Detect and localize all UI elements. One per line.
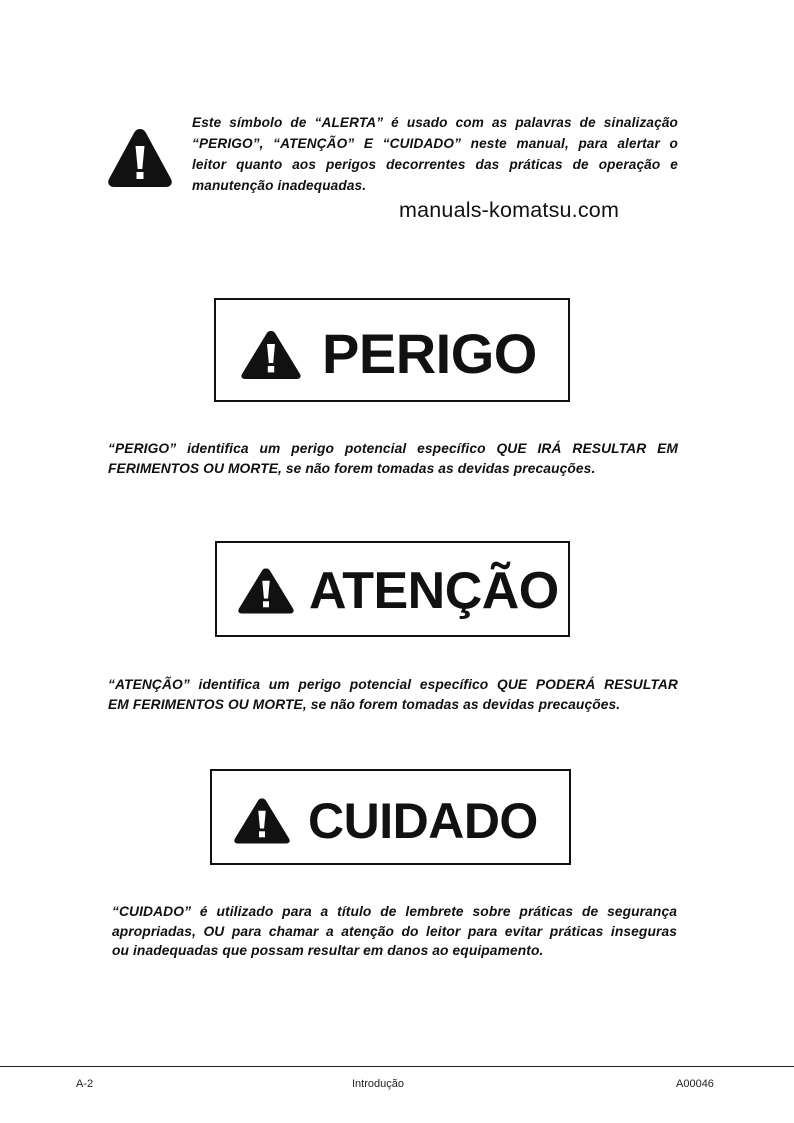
alert-triangle-icon [106,127,174,189]
atencao-description [108,675,678,714]
atencao-signal-word: ATENÇÃO [309,562,559,620]
atencao-signal-box [215,541,570,637]
document-code: A00046 [676,1078,714,1090]
cuidado-signal-box [210,769,571,865]
perigo-description [108,439,678,478]
cuidado-desc-line: ou inadequadas que possam resultar em danos ao equipamento. [112,943,544,958]
atencao-desc-line: EM FERIMENTOS OU MORTE, se não forem tomadas as devidas precauções. [108,696,621,712]
page-number: A-2 [76,1078,94,1090]
footer-divider [0,1066,794,1067]
perigo-signal-box [214,298,570,402]
alert-intro-text [192,112,678,196]
cuidado-signal-word: CUIDADO [308,793,538,849]
cuidado-desc-line: “CUIDADO” é utilizado para a título de lembrete sobre práticas de segurança [112,904,677,919]
intro-line: manutenção inadequadas. [192,178,367,193]
watermark: manuals-komatsu.com [399,198,620,222]
section-title: Introdução [352,1078,404,1090]
intro-line: “PERIGO”, “ATENÇÃO” E “CUIDADO” neste manual, para alertar o [192,136,678,151]
perigo-signal-word: PERIGO [322,322,537,385]
intro-line: Este símbolo de “ALERTA” é usado com as palavras de sinalização [192,115,678,130]
alert-triangle-icon [237,567,295,615]
alert-triangle-icon [240,330,302,380]
perigo-desc-line: “PERIGO” identifica um perigo potencial específico QUE IRÁ RESULTAR EM [108,441,678,456]
alert-triangle-icon [233,797,291,845]
perigo-desc-line: FERIMENTOS OU MORTE, se não forem tomadas as devidas precauções. [108,460,596,476]
atencao-desc-line: “ATENÇÃO” identifica um perigo potencial específico QUE PODERÁ RESULTAR [108,677,678,692]
cuidado-description [112,902,677,961]
cuidado-desc-line: apropriadas, OU para chamar a atenção do leitor para evitar práticas inseguras [112,923,677,939]
intro-line: leitor quanto aos perigos decorrentes das práticas de operação e [192,157,678,172]
